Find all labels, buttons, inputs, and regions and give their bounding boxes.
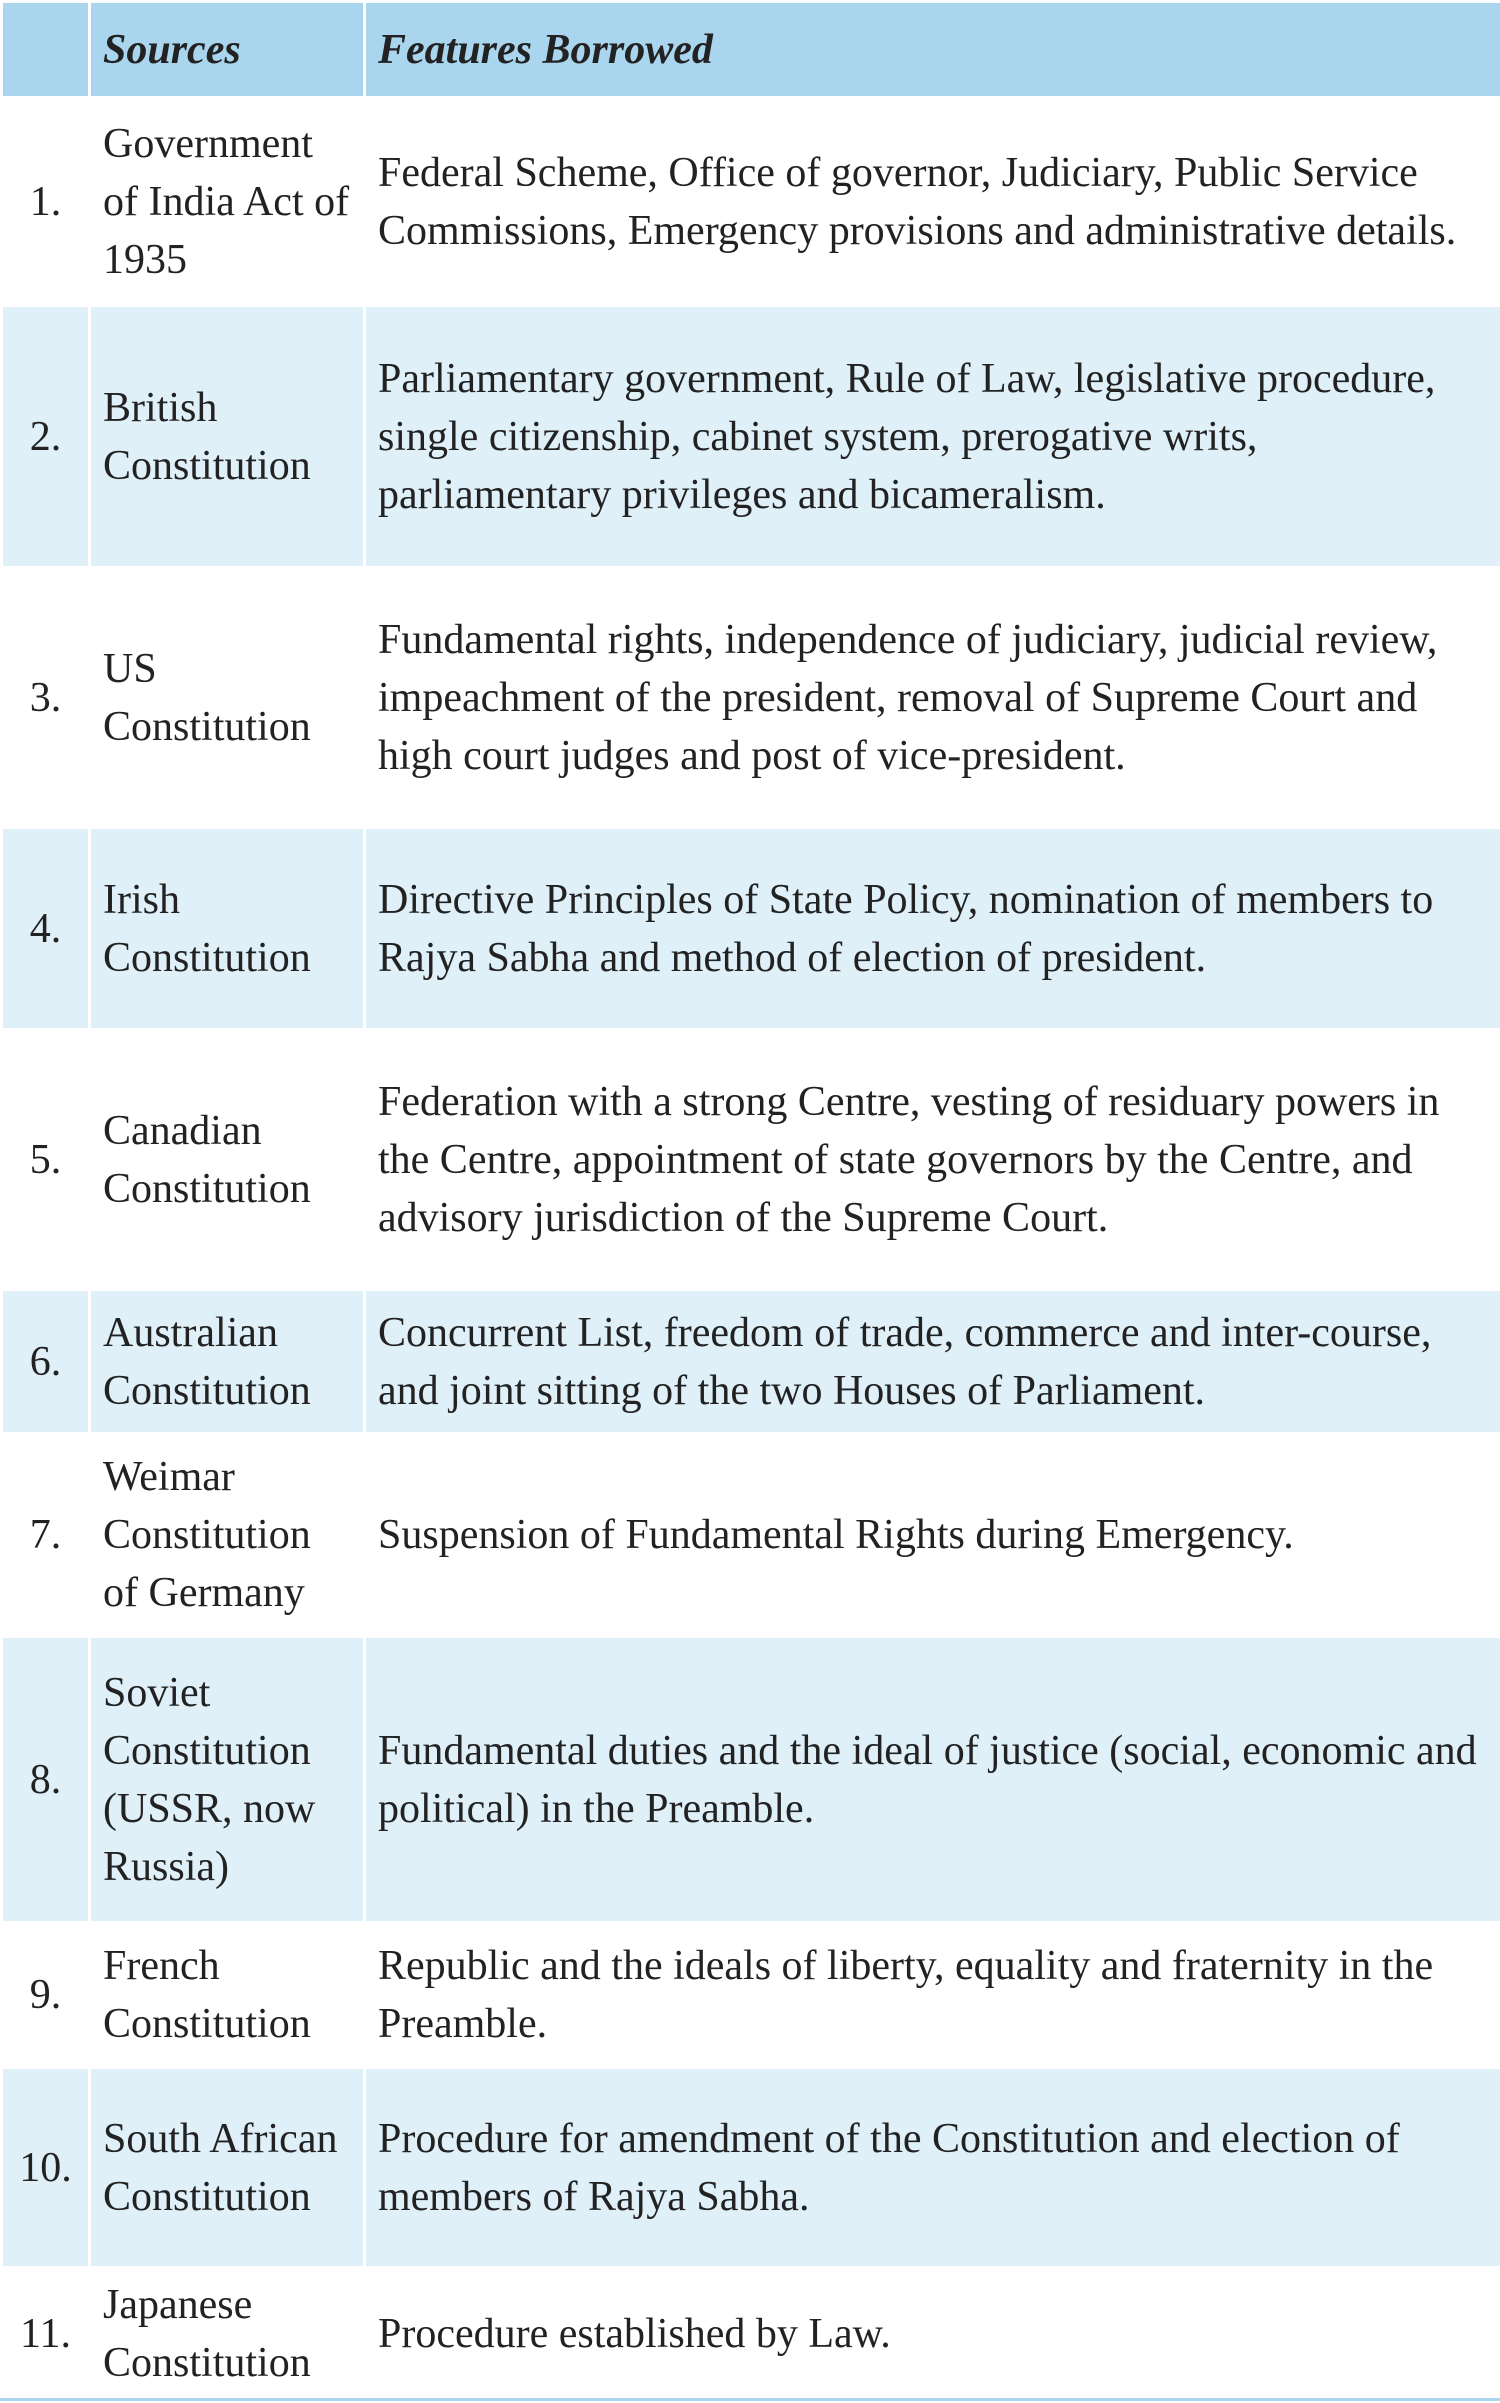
row-source: French Constitution	[90, 1923, 365, 2068]
row-source: US Constitution	[90, 568, 365, 828]
row-source: Australian Constitution	[90, 1290, 365, 1434]
row-number: 3.	[2, 568, 90, 828]
table-row	[2, 568, 1500, 828]
row-features: Procedure established by Law.	[365, 2268, 1500, 2400]
row-source: Soviet Constitution (USSR, now Russia)	[90, 1637, 365, 1923]
table-row	[2, 1030, 1500, 1290]
row-source: Weimar Constitution of Germany	[90, 1434, 365, 1637]
table-row	[2, 1434, 1500, 1637]
row-features: Suspension of Fundamental Rights during Emergency.	[365, 1434, 1500, 1637]
table-row	[2, 828, 1500, 1030]
row-number: 10.	[2, 2068, 90, 2268]
row-number: 6.	[2, 1290, 90, 1434]
table-row	[2, 2268, 1500, 2400]
row-source: Canadian Constitution	[90, 1030, 365, 1290]
table-row	[2, 98, 1500, 306]
header-features: Features Borrowed	[365, 2, 1500, 98]
table-header-row	[2, 2, 1500, 98]
row-source: British Constitution	[90, 306, 365, 568]
row-source: Government of India Act of 1935	[90, 98, 365, 306]
row-number: 1.	[2, 98, 90, 306]
row-source: Japanese Constitution	[90, 2268, 365, 2400]
row-number: 5.	[2, 1030, 90, 1290]
row-features: Concurrent List, freedom of trade, commerce and inter-course, and joint sitting of the two Houses of Parliament.	[365, 1290, 1500, 1434]
row-features: Federal Scheme, Office of governor, Judiciary, Public Service Commissions, Emergency provisions and administrative details.	[365, 98, 1500, 306]
row-features: Fundamental duties and the ideal of justice (social, economic and political) in the Preamble.	[365, 1637, 1500, 1923]
row-features: Procedure for amendment of the Constitution and election of members of Rajya Sabha.	[365, 2068, 1500, 2268]
row-source: South African Constitution	[90, 2068, 365, 2268]
table-row	[2, 2068, 1500, 2268]
header-number	[2, 2, 90, 98]
row-number: 2.	[2, 306, 90, 568]
row-features: Fundamental rights, independence of judiciary, judicial review, impeachment of the president, removal of Supreme Court and high court judges and post of vice-president.	[365, 568, 1500, 828]
table-row	[2, 1637, 1500, 1923]
row-number: 4.	[2, 828, 90, 1030]
table-row	[2, 1923, 1500, 2068]
row-number: 7.	[2, 1434, 90, 1637]
row-features: Directive Principles of State Policy, nomination of members to Rajya Sabha and method of election of president.	[365, 828, 1500, 1030]
table-row	[2, 1290, 1500, 1434]
header-sources: Sources	[90, 2, 365, 98]
row-number: 9.	[2, 1923, 90, 2068]
row-features: Federation with a strong Centre, vesting of residuary powers in the Centre, appointment of state governors by the Centre, and advisory jurisdiction of the Supreme Court.	[365, 1030, 1500, 1290]
row-source: Irish Constitution	[90, 828, 365, 1030]
row-features: Republic and the ideals of liberty, equality and fraternity in the Preamble.	[365, 1923, 1500, 2068]
row-features: Parliamentary government, Rule of Law, legislative procedure, single citizenship, cabinet system, prerogative writs, parliamentary privileges and bicameralism.	[365, 306, 1500, 568]
row-number: 8.	[2, 1637, 90, 1923]
table-row	[2, 306, 1500, 568]
row-number: 11.	[2, 2268, 90, 2400]
